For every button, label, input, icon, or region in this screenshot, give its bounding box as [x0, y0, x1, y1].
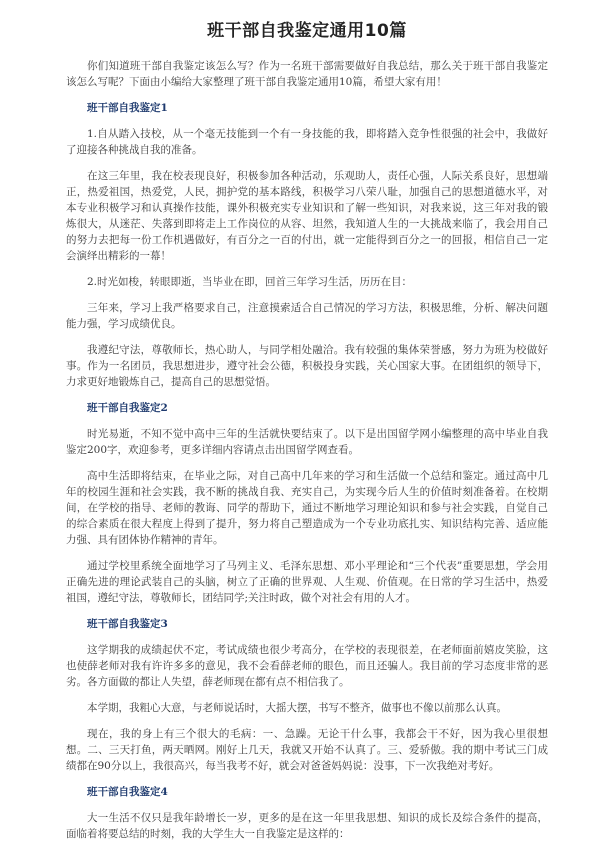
section-2 [66, 400, 548, 606]
paragraph: 通过学校里系统全面地学习了马列主义、毛泽东思想、邓小平理论和“三个代表”重要思想，学会用正确先进的理论武装自己的头脑，树立了正确的世界观、人生观、价值观。在日常的学习生活中，热爱祖国，遵纪守法，尊敬师长，团结同学;关注时政，做个对社会有用的人才。 [66, 560, 548, 604]
section-heading: 班干部自我鉴定2 [87, 402, 168, 414]
paragraph: 三年来，学习上我严格要求自己，注意摸索适合自己情况的学习方法，积极思维，分析、解决问题能力强，学习成绩优良。 [66, 302, 548, 330]
paragraph: 时光易逝，不知不觉中高中三年的生活就快要结束了。以下是出国留学网小编整理的高中毕业自我鉴定200字，欢迎参考，更多详细内容请点击出国留学网查看。 [66, 428, 548, 456]
paragraph: 1.自从踏入技校，从一个毫无技能到一个有一身技能的我，即将踏入竞争性很强的社会中，我做好了迎接各种挑战自我的准备。 [66, 128, 548, 156]
paragraph: 我遵纪守法，尊敬师长，热心助人，与同学相处融洽。我有较强的集体荣誉感，努力为班为校做好事。作为一名团员，我思想进步，遵守社会公德，积极投身实践，关心国家大事。在团组织的领导下，力求更好地锻炼自己，提高自己的思想觉悟。 [66, 344, 548, 388]
paragraph: 本学期，我粗心大意，与老师说话时，大摇大摆，书写不整齐，做事也不像以前那么认真。 [87, 702, 507, 714]
section-3 [66, 616, 548, 774]
paragraph: 在这三年里，我在校表现良好，积极参加各种活动，乐观助人，责任心强，人际关系良好，思想端正，热爱祖国，热爱党，人民，拥护党的基本路线，积极学习八荣八耻，加强自己的思想道德水平，对本专业积极学习和认真操作技能，课外积极充实专业知识和了解一些知识，对我来说，这三年对我的锻炼很大，从迷茫、失落到即将走上工作岗位的从容、坦然，我知道人生的一大挑战来临了，我会用自己的努力去把每一份工作机遇做好，有百分之一百的付出，就一定能得到百分之一的回报，相信自己一定会演绎出精彩的一幕！ [66, 170, 548, 262]
document-title: 班干部自我鉴定通用10篇 [207, 21, 407, 41]
paragraph: 现在，我的身上有三个很大的毛病：一、急躁。无论干什么事，我都会干不好，因为我心里很想想。二、三天打鱼，两天晒网。刚好上几天，我就又开始不认真了。三、爱骄傲。我的期中考试三门成绩都在90分以上，我很高兴，每当我考不好，就会对爸爸妈妈说：没事，下一次我绝对考好。 [66, 728, 548, 772]
section-heading: 班干部自我鉴定4 [87, 786, 168, 798]
section-4 [66, 784, 548, 842]
paragraph: 2.时光如梭，转眼即逝，当毕业在即，回首三年学习生活，历历在目： [87, 276, 413, 288]
paragraph: 这学期我的成绩起伏不定，考试成绩也很少考高分，在学校的表现很差，在老师面前嬉皮笑脸，这也使薛老师对我有许许多多的意见，我不会看薛老师的眼色，而且还骗人。我目前的学习态度非常的恶劣。各方面做的都让人失望，薛老师现在都有点不相信我了。 [66, 644, 548, 688]
section-1 [66, 100, 548, 390]
intro-paragraph: 你们知道班干部自我鉴定该怎么写？作为一名班干部需要做好自我总结，那么关于班干部自我鉴定该怎么写呢？下面由小编给大家整理了班干部自我鉴定通用10篇，希望大家有用！ [66, 60, 548, 88]
paragraph: 大一生活不仅只是我年龄增长一岁，更多的是在这一年里我思想、知识的成长及综合条件的提高，面临着将要总结的时刻，我的大学生大一自我鉴定是这样的： [66, 812, 548, 840]
section-heading: 班干部自我鉴定1 [87, 102, 168, 114]
section-heading: 班干部自我鉴定3 [87, 618, 168, 630]
paragraph: 高中生活即将结束，在毕业之际，对自己高中几年来的学习和生活做一个总结和鉴定。通过高中几年的校园生涯和社会实践，我不断的挑战自我、充实自己，为实现今后人生的价值时刻准备着。在校期间，在学校的指导、老师的教诲、同学的帮助下，通过不断地学习理论知识和参与社会实践，自觉自己的综合素质在很大程度上得到了提升，努力将自己塑造成为一个专业功底扎实、知识结构完善、适应能力强、具有团体协作精神的青年。 [66, 470, 548, 546]
